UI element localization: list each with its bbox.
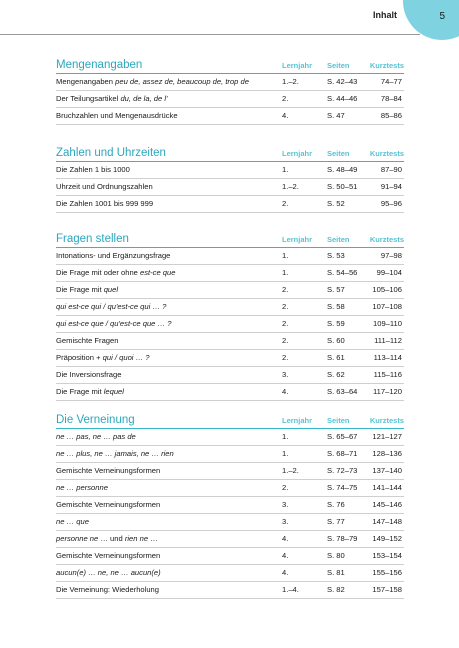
pages-cell: S. 62 — [327, 370, 345, 379]
column-header-tests: Kurztests — [369, 416, 404, 425]
topic-cell: Die Frage mit lequel — [56, 387, 124, 396]
year-cell: 1. — [282, 432, 289, 441]
page-number: 5 — [439, 11, 445, 22]
tests-cell: 85–86 — [380, 111, 402, 120]
tests-cell: 157–158 — [372, 585, 402, 594]
pages-cell: S. 48–49 — [327, 165, 358, 174]
topic-cell: ne … pas, ne … pas de — [56, 432, 136, 441]
tests-cell: 78–84 — [380, 94, 402, 103]
tests-cell: 117–120 — [373, 387, 402, 396]
topic-cell: Gemischte Verneinungsformen — [56, 500, 161, 509]
topic-cell: ne … personne — [56, 483, 108, 492]
topic-cell: Mengenangaben peu de, assez de, beaucoup de, trop de — [56, 77, 249, 86]
toc-row[interactable] — [56, 384, 404, 401]
toc-row[interactable] — [56, 548, 404, 565]
topic-cell: Gemischte Verneinungsformen — [56, 551, 161, 560]
year-cell: 4. — [282, 111, 289, 120]
year-cell: 3. — [282, 370, 289, 379]
column-header-year: Lernjahr — [282, 149, 313, 158]
pages-cell: S. 61 — [327, 353, 345, 362]
pages-cell: S. 57 — [327, 285, 345, 294]
year-cell: 3. — [282, 500, 289, 509]
year-cell: 2. — [282, 353, 289, 362]
toc-section — [56, 411, 404, 599]
toc-section — [56, 56, 404, 125]
year-cell: 2. — [282, 199, 289, 208]
year-cell: 4. — [282, 568, 289, 577]
toc-row[interactable] — [56, 333, 404, 350]
topic-cell: Die Inversionsfrage — [56, 370, 122, 379]
section-title: Zahlen und Uhrzeiten — [56, 147, 166, 159]
year-cell: 4. — [282, 387, 289, 396]
column-header-pages: Seiten — [327, 235, 350, 244]
toc-row[interactable] — [56, 265, 404, 282]
pages-cell: S. 42–43 — [327, 77, 358, 86]
column-header-year: Lernjahr — [282, 416, 313, 425]
toc-row[interactable] — [56, 480, 404, 497]
pages-cell: S. 68–71 — [327, 449, 358, 458]
toc-section — [56, 144, 404, 213]
year-cell: 4. — [282, 534, 289, 543]
column-header-tests: Kurztests — [369, 235, 404, 244]
pages-cell: S. 54–56 — [327, 268, 358, 277]
year-cell: 3. — [282, 517, 289, 526]
topic-cell: Der Teilungsartikel du, de la, de l' — [56, 94, 168, 103]
toc-row[interactable] — [56, 429, 404, 446]
tests-cell: 128–136 — [372, 449, 402, 458]
toc-row[interactable] — [56, 74, 404, 91]
topic-cell: personne ne … und rien ne … — [56, 534, 158, 543]
section-header — [56, 230, 404, 248]
year-cell: 1. — [282, 268, 289, 277]
toc-row[interactable] — [56, 91, 404, 108]
toc-row[interactable] — [56, 463, 404, 480]
pages-cell: S. 59 — [327, 319, 345, 328]
year-cell: 1.–2. — [282, 77, 299, 86]
pages-cell: S. 72–73 — [327, 466, 358, 475]
toc-row[interactable] — [56, 350, 404, 367]
pages-cell: S. 52 — [327, 199, 345, 208]
pages-cell: S. 60 — [327, 336, 345, 345]
topic-cell: Die Frage mit oder ohne est-ce que — [56, 268, 176, 277]
topic-cell: Die Zahlen 1001 bis 999 999 — [56, 199, 154, 208]
tests-cell: 97–98 — [380, 251, 402, 260]
column-header-year: Lernjahr — [282, 61, 313, 70]
pages-cell: S. 77 — [327, 517, 345, 526]
tests-cell: 137–140 — [372, 466, 402, 475]
toc-row[interactable] — [56, 531, 404, 548]
pages-cell: S. 58 — [327, 302, 345, 311]
toc-section — [56, 230, 404, 401]
toc-row[interactable] — [56, 108, 404, 125]
column-header-pages: Seiten — [327, 149, 350, 158]
topic-cell: ne … que — [56, 517, 89, 526]
topic-cell: Intonations- und Ergänzungsfrage — [56, 251, 171, 260]
topic-cell: Gemischte Fragen — [56, 336, 119, 345]
column-header-pages: Seiten — [327, 416, 350, 425]
header-rule — [0, 34, 420, 35]
toc-row[interactable] — [56, 299, 404, 316]
pages-cell: S. 81 — [327, 568, 345, 577]
year-cell: 2. — [282, 285, 289, 294]
tests-cell: 105–106 — [372, 285, 402, 294]
year-cell: 2. — [282, 483, 289, 492]
toc-row[interactable] — [56, 367, 404, 384]
tests-cell: 87–90 — [380, 165, 402, 174]
topic-cell: aucun(e) … ne, ne … aucun(e) — [56, 568, 161, 577]
year-cell: 1. — [282, 251, 289, 260]
year-cell: 1.–2. — [282, 182, 299, 191]
toc-row[interactable] — [56, 497, 404, 514]
pages-cell: S. 76 — [327, 500, 345, 509]
topic-cell: ne … plus, ne … jamais, ne … rien — [56, 449, 174, 458]
toc-row[interactable] — [56, 316, 404, 333]
pages-cell: S. 65–67 — [327, 432, 358, 441]
year-cell: 4. — [282, 551, 289, 560]
tests-cell: 109–110 — [373, 319, 402, 328]
topic-cell: Die Zahlen 1 bis 1000 — [56, 165, 130, 174]
tests-cell: 113–114 — [373, 353, 402, 362]
toc-row[interactable] — [56, 196, 404, 213]
section-header — [56, 411, 404, 429]
toc-row[interactable] — [56, 162, 404, 179]
tests-cell: 107–108 — [372, 302, 402, 311]
column-header-tests: Kurztests — [369, 149, 404, 158]
tests-cell: 153–154 — [372, 551, 402, 560]
tests-cell: 155–156 — [372, 568, 402, 577]
year-cell: 1. — [282, 165, 289, 174]
topic-cell: Gemischte Verneinungsformen — [56, 466, 161, 475]
toc-row[interactable] — [56, 179, 404, 196]
topic-cell: qui est-ce qui / qu'est-ce qui … ? — [56, 302, 167, 311]
tests-cell: 99–104 — [376, 268, 402, 277]
tests-cell: 74–77 — [380, 77, 402, 86]
year-cell: 1. — [282, 449, 289, 458]
tests-cell: 95–96 — [380, 199, 402, 208]
section-header — [56, 56, 404, 74]
column-header-tests: Kurztests — [369, 61, 404, 70]
topic-cell: Uhrzeit und Ordnungszahlen — [56, 182, 153, 191]
toc-row[interactable] — [56, 582, 404, 599]
running-header-title: Inhalt — [373, 10, 397, 20]
year-cell: 1.–2. — [282, 466, 299, 475]
tests-cell: 145–146 — [372, 500, 402, 509]
pages-cell: S. 74–75 — [327, 483, 358, 492]
pages-cell: S. 47 — [327, 111, 345, 120]
tests-cell: 111–112 — [374, 336, 402, 345]
pages-cell: S. 63–64 — [327, 387, 358, 396]
tests-cell: 141–144 — [372, 483, 402, 492]
tests-cell: 91–94 — [380, 182, 402, 191]
topic-cell: qui est-ce que / qu'est-ce que … ? — [56, 319, 172, 328]
section-header — [56, 144, 404, 162]
section-title: Fragen stellen — [56, 233, 129, 245]
topic-cell: Die Frage mit quel — [56, 285, 119, 294]
column-header-year: Lernjahr — [282, 235, 313, 244]
toc-row[interactable] — [56, 565, 404, 582]
column-header-pages: Seiten — [327, 61, 350, 70]
section-title: Die Verneinung — [56, 414, 135, 426]
year-cell: 2. — [282, 319, 289, 328]
toc-row[interactable] — [56, 514, 404, 531]
topic-cell: Die Verneinung: Wiederholung — [56, 585, 160, 594]
year-cell: 2. — [282, 336, 289, 345]
pages-cell: S. 44–46 — [327, 94, 358, 103]
tests-cell: 115–116 — [373, 370, 402, 379]
toc-row[interactable] — [56, 248, 404, 265]
tests-cell: 147–148 — [372, 517, 402, 526]
year-cell: 2. — [282, 94, 289, 103]
tests-cell: 149–152 — [372, 534, 402, 543]
toc-row[interactable] — [56, 446, 404, 463]
year-cell: 2. — [282, 302, 289, 311]
pages-cell: S. 80 — [327, 551, 345, 560]
topic-cell: Präposition + qui / quoi … ? — [56, 353, 150, 362]
pages-cell: S. 78–79 — [327, 534, 358, 543]
topic-cell: Bruchzahlen und Mengenausdrücke — [56, 111, 178, 120]
pages-cell: S. 50–51 — [327, 182, 358, 191]
pages-cell: S. 53 — [327, 251, 345, 260]
toc-row[interactable] — [56, 282, 404, 299]
year-cell: 1.–4. — [282, 585, 299, 594]
pages-cell: S. 82 — [327, 585, 345, 594]
section-title: Mengenangaben — [56, 59, 143, 71]
tests-cell: 121–127 — [372, 432, 402, 441]
